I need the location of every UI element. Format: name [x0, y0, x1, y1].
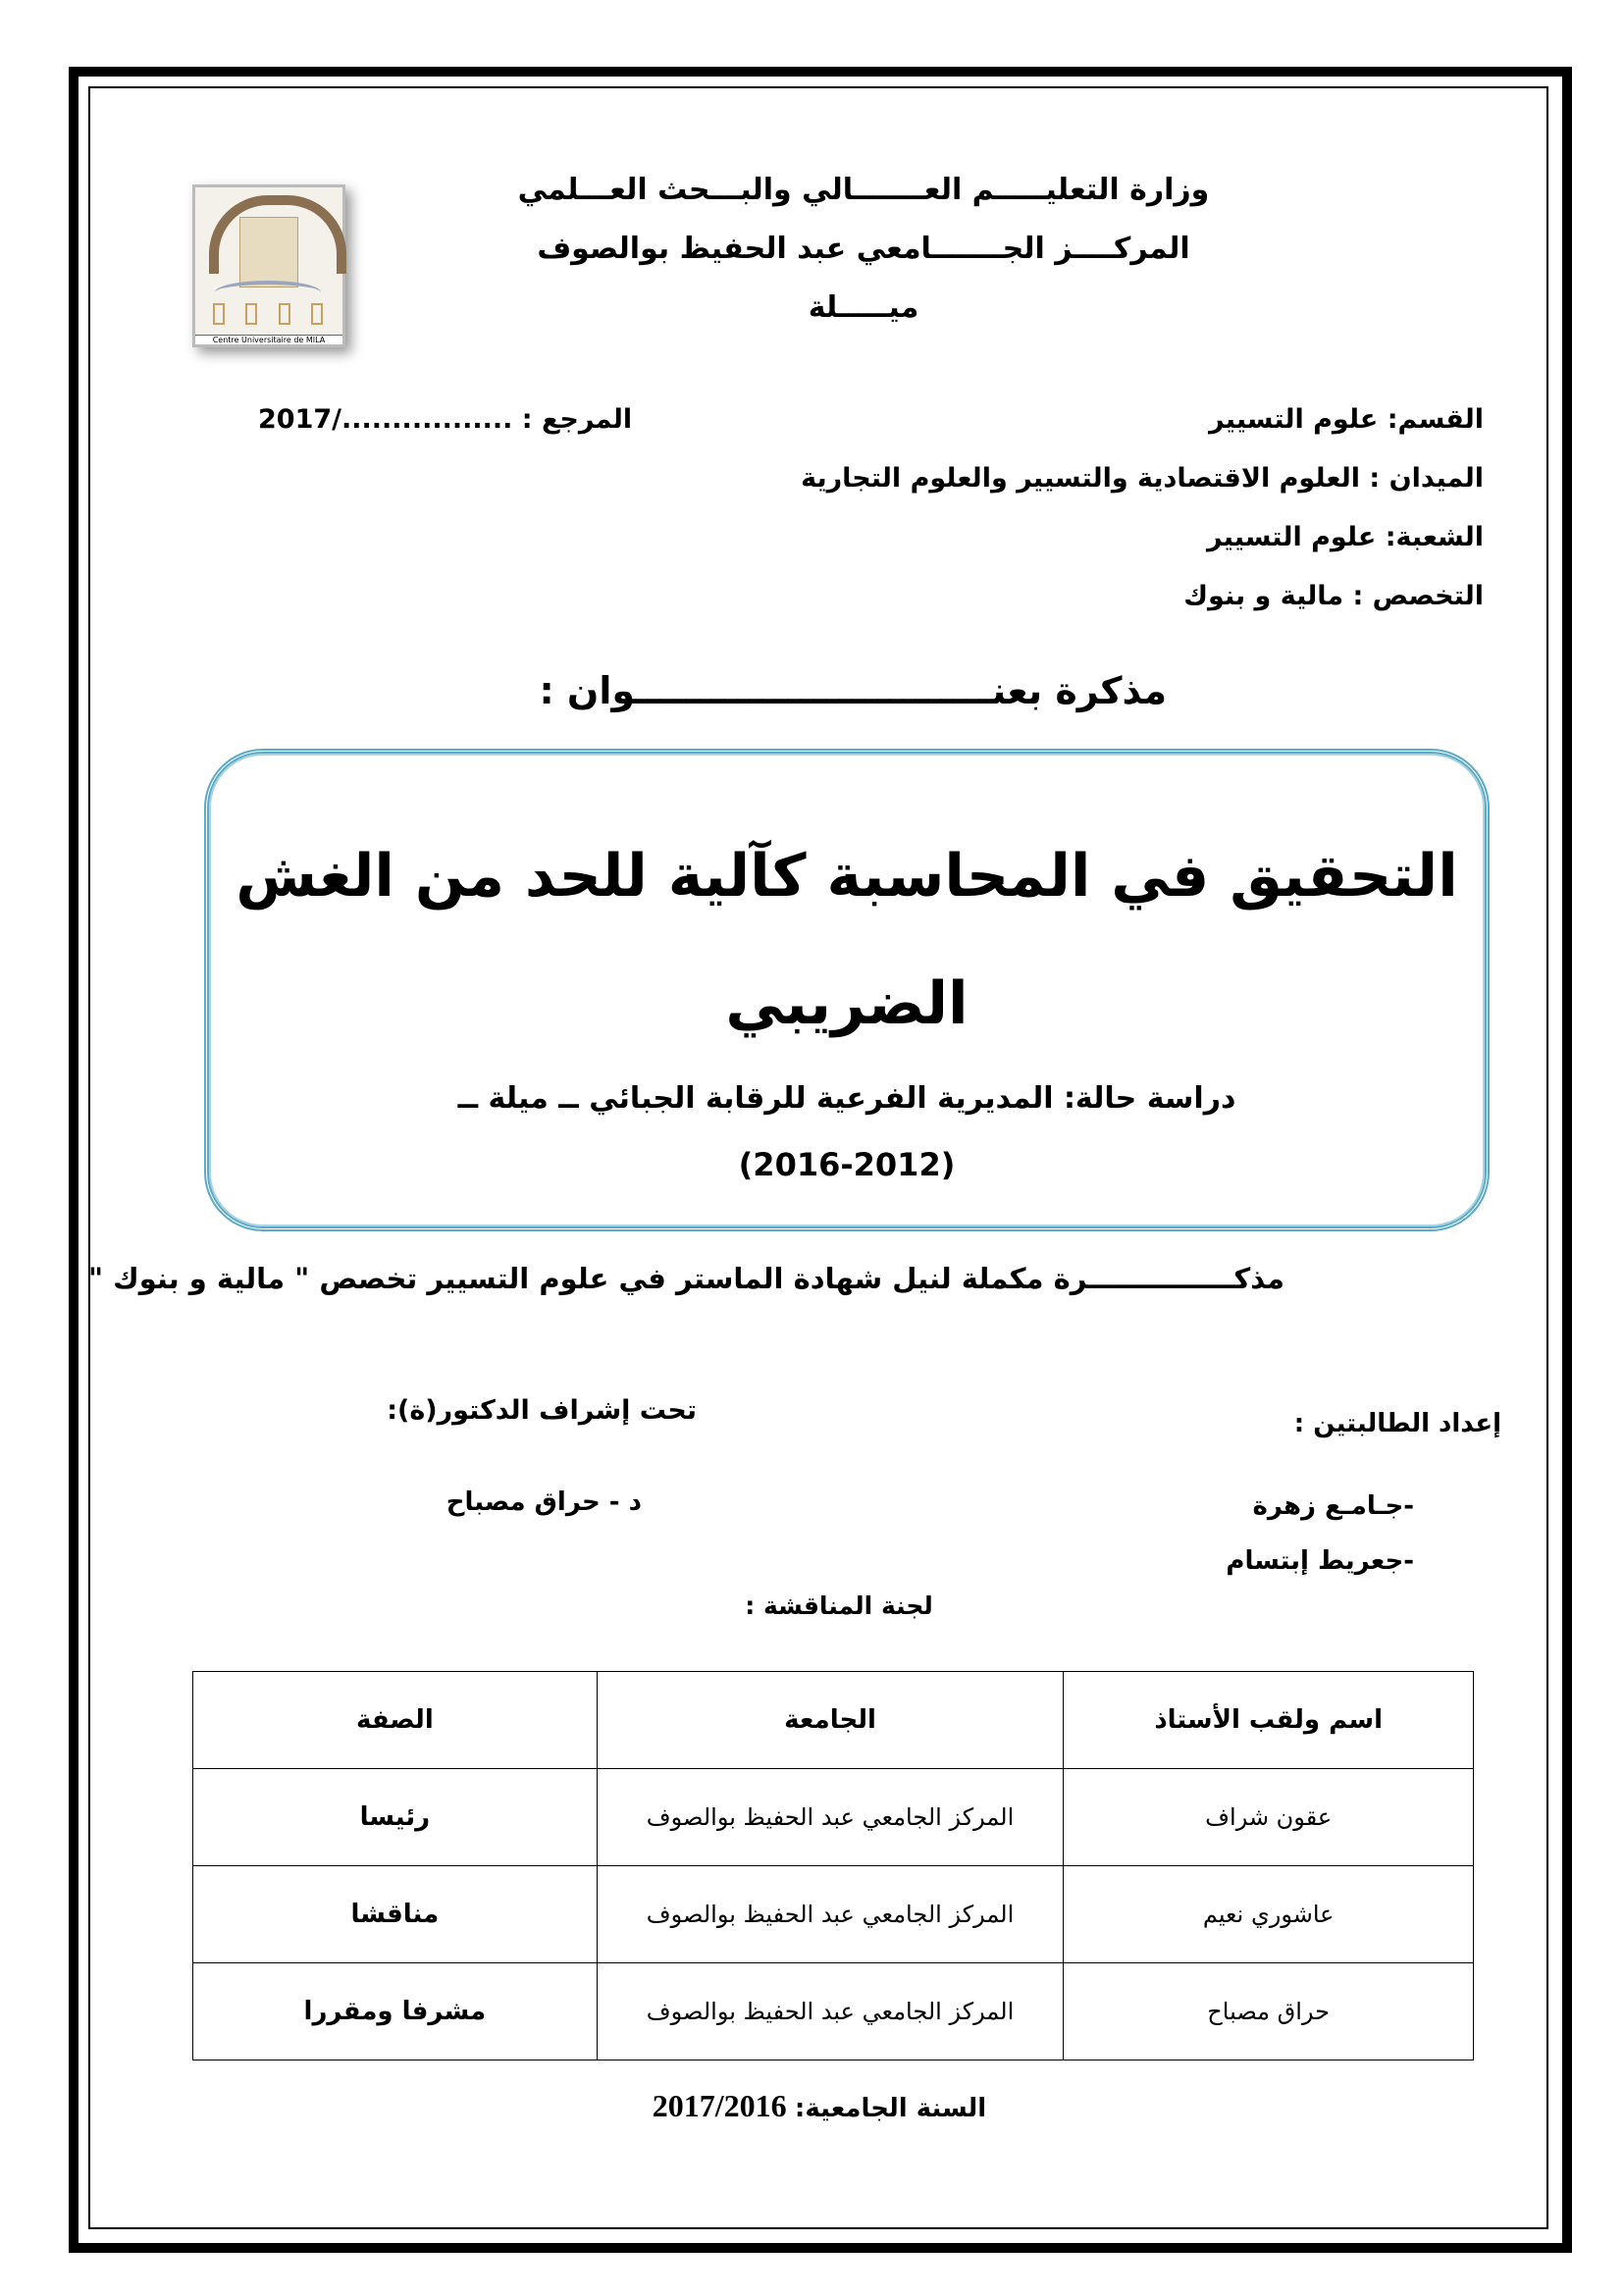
header-name: اسم ولقب الأستاذ — [1064, 1672, 1474, 1769]
header-university: الجامعة — [597, 1672, 1064, 1769]
case-study: دراسة حالة: المديرية الفرعية للرقابة الجبائي ــ ميلة ــ — [457, 1081, 1236, 1116]
table-header-row — [193, 1672, 1474, 1769]
memo-title-label: مذكرة بعنــــــــــــــــــــــــــــوان : — [539, 669, 1167, 712]
university-name: المركــــز الجـــــــامعي عبد الحفيظ بوالصوف — [537, 232, 1190, 266]
academic-year-value: 2017/2016 — [652, 2088, 787, 2123]
student-name: -جـامـع زهرة — [1252, 1491, 1414, 1521]
member-university: المركز الجامعي عبد الحفيظ بوالصوف — [597, 1866, 1064, 1963]
academic-year — [550, 2088, 1089, 2124]
ministry-name: وزارة التعليـــــم العـــــــالي والبـــحث العـــلمي — [517, 173, 1210, 207]
student-name: -جعريط إبتسام — [1226, 1546, 1414, 1576]
degree-statement: مذكـــــــــــــــرة مكملة لنيل شهادة الماستر في علوم التسيير تخصص " مالية و بنوك " — [87, 1262, 1284, 1295]
reference-number: المرجع : ................./2017 — [258, 404, 633, 435]
member-university: المركز الجامعي عبد الحفيظ بوالصوف — [597, 1769, 1064, 1866]
header-role: الصفة — [193, 1672, 598, 1769]
supervisor-name: د - حراق مصباح — [445, 1487, 642, 1517]
member-role: رئيسا — [193, 1769, 598, 1866]
committee-label: لجنة المناقشة : — [745, 1591, 933, 1620]
member-name: حراق مصباح — [1064, 1963, 1474, 2060]
specialty: التخصص : مالية و بنوك — [1183, 581, 1484, 611]
department: القسم: علوم التسيير — [1209, 404, 1484, 435]
university-logo — [192, 184, 345, 347]
study-period: (2016-2012) — [738, 1146, 956, 1183]
academic-year-label: السنة الجامعية: — [794, 2094, 987, 2123]
thesis-title-line2: الضريبي — [725, 969, 969, 1038]
thesis-title-line1: التحقيق في المحاسبة كآلية للحد من الغش — [236, 842, 1458, 911]
table-row — [193, 1963, 1474, 2060]
member-role: مناقشا — [193, 1866, 598, 1963]
branch: الشعبة: علوم التسيير — [1206, 522, 1484, 552]
supervisor-label: تحت إشراف الدكتور(ة): — [387, 1395, 697, 1426]
table-row — [193, 1866, 1474, 1963]
table-row — [193, 1769, 1474, 1866]
member-name: عقون شراف — [1064, 1769, 1474, 1866]
member-role: مشرفا ومقررا — [193, 1963, 598, 2060]
member-university: المركز الجامعي عبد الحفيظ بوالصوف — [597, 1963, 1064, 2060]
students-label: إعداد الطالبتين : — [1293, 1409, 1501, 1438]
logo-caption: Centre Universitaire de MILA — [195, 335, 342, 344]
member-name: عاشوري نعيم — [1064, 1866, 1474, 1963]
city-name: ميـــــلة — [808, 290, 919, 325]
field: الميدان : العلوم الاقتصادية والتسيير والعلوم التجارية — [801, 463, 1484, 494]
committee-table — [192, 1671, 1474, 2060]
